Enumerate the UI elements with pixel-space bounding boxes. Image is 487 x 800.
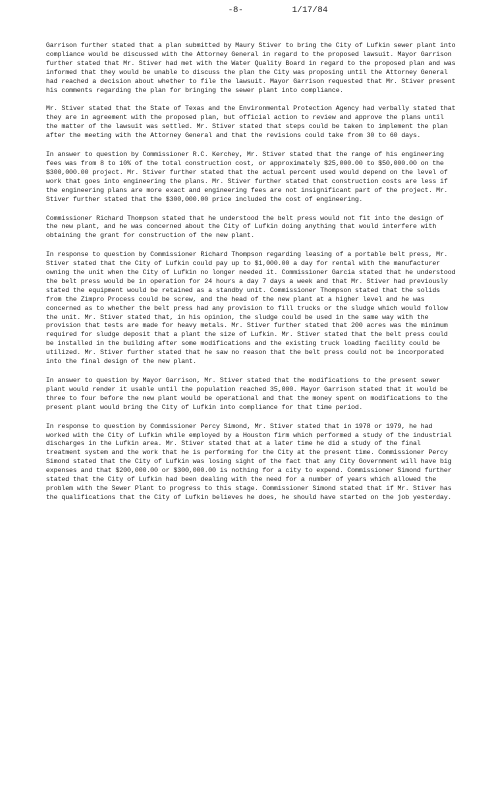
header-date: 1/17/84 <box>292 5 328 15</box>
paragraph-population-capacity: In answer to question by Mayor Garrison, Mr. Stiver stated that the modifications to the present sewer plant would render it usable until the population reached 35,000. Mayor Garrison stated that it would be three to four before the new plant would be operational and that the money spent on modifications to the present plant would bring the City of Lufkin into compliance for that time period. <box>46 377 448 411</box>
paragraph-simond-question: In response to question by Commissioner Percy Simond, Mr. Stiver stated that in 1978 or 1979, he had worked with the City of Lufkin while employed by a Houston firm which performed a study of the industrial discharges in the Lufkin area. Mr. Stiver stated that at a later time he did a study of the final treatment system and the work that he is performing for the City at the present time. Commissioner Percy Simond stated that the City of Lufkin was losing sight of the fact that any City Government will have big expenses and that $200,000.00 or $300,000.00 is nothing for a city to expend. Commissioner Simond further stated that the City of Lufkin had been dealing with the need for a number of years which allowed the problem with the Sewer Plant to progress to this stage. Commissioner Simond stated that if Mr. Stiver has the qualifications that the City of Lufkin believes he does, he should have started on the job yesterday. <box>46 422 452 501</box>
paragraph-belt-press-lease: In response to question by Commissioner Richard Thompson regarding leasing of a portable belt press, Mr. Stiver stated that the City of Lufkin could pay up to $1,000.00 a day for rental with the manufacturer owning the unit when the City of Lufkin no longer needed it. Commissioner Garcia stated that he understood the belt press would be in operation for 24 hours a day 7 days a week and that Mr. Stiver had previously stated the equipment would be retained as a standby unit. Commissioner Thompson stated that the solids from the Zimpro Process could be screw, and the head of the new plant at a higher level and he was concerned as to whether the belt press had any provision to fill trucks or the sludge which would follow the unit. Mr. Stiver stated that, in his opinion, the sludge could be used in the same way with the provision that tests are made for heavy metals. Mr. Stiver further stated that 200 acres was the minimum required for sludge deposit that a plant the size of Lufkin. Mr. Stiver stated that the belt press could be installed in the building after some modifications and the existing truck loading facility could be utilized. Mr. Stiver further stated that he saw no reason that the belt press could not be incorporated into the final design of the new plant. <box>46 251 456 366</box>
paragraph-garrison-plan: Garrison further stated that a plan submitted by Maury Stiver to bring the City of Lufkin sewer plant into compliance would be discussed with the Attorney General in regard to the proposed lawsuit. Mayor Garrison further stated that Mr. Stiver had met with the Water Quality Board in regard to the proposed plan and was informed that they would be unable to discuss the plan the City was proposing until the Attorney General had reached a decision about whether to file the lawsuit. Mayor Garrison requested that Mr. Stiver present his comments regarding the plan for bringing the sewer plant into compliance. <box>46 42 456 94</box>
paragraph-engineering-fees: In answer to question by Commissioner R.C. Kerchey, Mr. Stiver stated that the range of his engineering fees was from 8 to 10% of the total construction cost, or approximately $25,000.00 to $50,000.00 on the $300,000.00 project. Mr. Stiver further stated that the actual percent used would depend on the level of work that goes into engineering the plans. Mr. Stiver further stated that construction costs are less if the engineering plans are more exact and engineering fees are not insignificant part of the project. Mr. Stiver further stated that the $300,000.00 price included the cost of engineering. <box>46 151 448 203</box>
paragraph-epa-agreement: Mr. Stiver stated that the State of Texas and the Environmental Protection Agency had verbally stated that they are in agreement with the proposed plan, but official action to review and approve the plans until the matter of the lawsuit was settled. Mr. Stiver stated that steps could be taken to implement the plan after the meeting with the Attorney General and that the revisions could take from 30 to 60 days. <box>46 105 456 140</box>
paragraph-thompson-concern: Commissioner Richard Thompson stated that he understood the belt press would not fit into the design of the new plant, and he was concerned about the City of Lufkin doing anything that would interfere with obtaining the grant for construction of the new plant. <box>46 214 444 240</box>
document-body <box>46 42 456 512</box>
page-header <box>0 5 487 19</box>
page-number: -8- <box>228 5 244 15</box>
